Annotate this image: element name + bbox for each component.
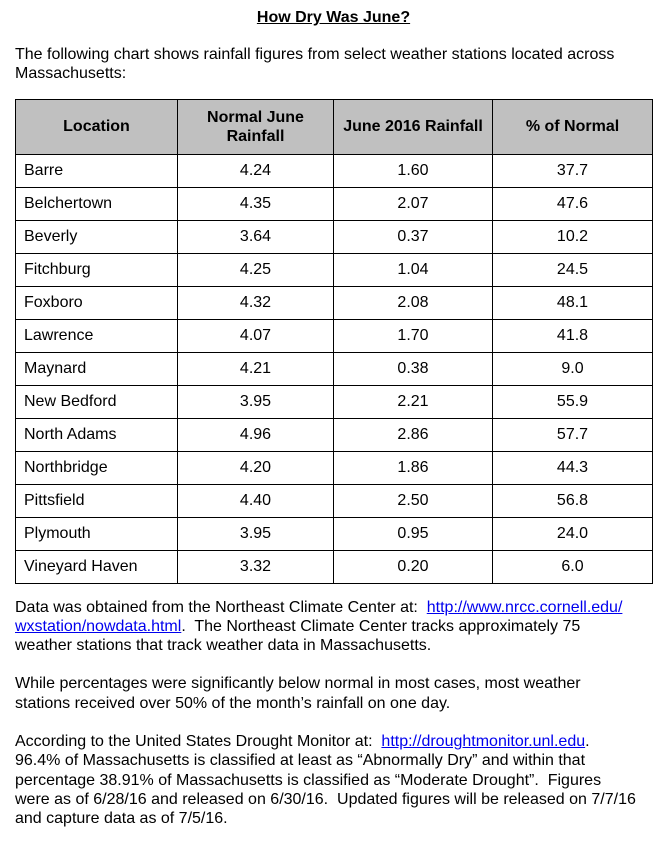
text-run: Data was obtained from the Northeast Climate Center at: (15, 598, 427, 616)
june-2016-rainfall-cell: 0.38 (334, 352, 493, 385)
june-2016-rainfall-cell: 2.07 (334, 187, 493, 220)
location-cell: Beverly (16, 220, 178, 253)
table-body (16, 154, 653, 583)
table-row (16, 517, 653, 550)
june-2016-rainfall-cell: 0.95 (334, 517, 493, 550)
location-cell: Fitchburg (16, 253, 178, 286)
table-row (16, 187, 653, 220)
column-header-location: Location (16, 99, 178, 154)
table-row (16, 418, 653, 451)
location-cell: Barre (16, 154, 178, 187)
page-title: How Dry Was June? (256, 9, 411, 26)
percent-of-normal-cell: 37.7 (493, 154, 653, 187)
nrcc-link[interactable]: http://www.nrcc.cornell.edu/wxstation/nowdata.html (15, 598, 623, 635)
text-run: According to the United States Drought Monitor at: (15, 733, 382, 751)
table-row (16, 220, 653, 253)
normal-june-rainfall-cell: 4.96 (178, 418, 334, 451)
table-row (16, 550, 653, 583)
normal-june-rainfall-cell: 4.35 (178, 187, 334, 220)
location-cell: Foxboro (16, 286, 178, 319)
location-cell: Pittsfield (16, 484, 178, 517)
normal-june-rainfall-cell: 4.25 (178, 253, 334, 286)
table-row (16, 286, 653, 319)
june-2016-rainfall-cell: 1.60 (334, 154, 493, 187)
location-cell: Belchertown (16, 187, 178, 220)
june-2016-rainfall-cell: 2.21 (334, 385, 493, 418)
percent-of-normal-cell: 41.8 (493, 319, 653, 352)
june-2016-rainfall-cell: 2.86 (334, 418, 493, 451)
text-run: . 96.4% of Massachusetts is classified at least as “Abnormally Dry” and within that percentage 38.91% of Massachusetts is classified as “Moderate Drought”. Figures were as of 6/28/16 and released on 6/30/16. Updated figures will be released on 7/7/16 and capture data as of 7/5/16. (15, 733, 636, 828)
june-2016-rainfall-cell: 0.20 (334, 550, 493, 583)
table-row (16, 154, 653, 187)
normal-june-rainfall-cell: 4.40 (178, 484, 334, 517)
rainfall-table (15, 99, 653, 584)
text-run: . The Northeast Climate Center tracks approximately 75 weather stations that track weather data in Massachusetts. (15, 617, 581, 655)
data-source-paragraph (15, 598, 636, 656)
percent-of-normal-cell: 6.0 (493, 550, 653, 583)
column-header-of-normal: % of Normal (493, 99, 653, 154)
june-2016-rainfall-cell: 1.86 (334, 451, 493, 484)
table-row (16, 253, 653, 286)
location-cell: New Bedford (16, 385, 178, 418)
june-2016-rainfall-cell: 2.50 (334, 484, 493, 517)
location-cell: Lawrence (16, 319, 178, 352)
percent-of-normal-cell: 57.7 (493, 418, 653, 451)
percent-of-normal-cell: 24.0 (493, 517, 653, 550)
normal-june-rainfall-cell: 3.64 (178, 220, 334, 253)
body-paragraphs (15, 598, 652, 829)
table-row (16, 451, 653, 484)
percent-of-normal-cell: 55.9 (493, 385, 653, 418)
location-cell: North Adams (16, 418, 178, 451)
percent-of-normal-cell: 9.0 (493, 352, 653, 385)
june-2016-rainfall-cell: 1.70 (334, 319, 493, 352)
table-header-row (16, 99, 653, 154)
location-cell: Maynard (16, 352, 178, 385)
normal-june-rainfall-cell: 3.95 (178, 385, 334, 418)
june-2016-rainfall-cell: 2.08 (334, 286, 493, 319)
percent-of-normal-cell: 10.2 (493, 220, 653, 253)
percent-of-normal-cell: 48.1 (493, 286, 653, 319)
drought-monitor-paragraph (15, 732, 636, 828)
location-cell: Vineyard Haven (16, 550, 178, 583)
june-2016-rainfall-cell: 0.37 (334, 220, 493, 253)
location-cell: Plymouth (16, 517, 178, 550)
table-row (16, 352, 653, 385)
intro-paragraph (15, 45, 636, 84)
text-run: The following chart shows rainfall figures from select weather stations located across Massachusetts: (15, 46, 615, 83)
column-header-normal-june-rainfall: Normal June Rainfall (178, 99, 334, 154)
column-header-june-2016-rainfall: June 2016 Rainfall (334, 99, 493, 154)
one-day-rainfall-paragraph (15, 674, 636, 713)
normal-june-rainfall-cell: 4.07 (178, 319, 334, 352)
table-row (16, 385, 653, 418)
normal-june-rainfall-cell: 4.20 (178, 451, 334, 484)
normal-june-rainfall-cell: 4.21 (178, 352, 334, 385)
drought-monitor-link[interactable]: http://droughtmonitor.unl.edu (381, 733, 586, 751)
percent-of-normal-cell: 24.5 (493, 253, 653, 286)
table-row (16, 484, 653, 517)
percent-of-normal-cell: 44.3 (493, 451, 653, 484)
normal-june-rainfall-cell: 3.95 (178, 517, 334, 550)
percent-of-normal-cell: 56.8 (493, 484, 653, 517)
normal-june-rainfall-cell: 4.32 (178, 286, 334, 319)
location-cell: Northbridge (16, 451, 178, 484)
text-run: While percentages were significantly below normal in most cases, most weather stations received over 50% of the month’s rainfall on one day. (15, 675, 581, 712)
normal-june-rainfall-cell: 4.24 (178, 154, 334, 187)
normal-june-rainfall-cell: 3.32 (178, 550, 334, 583)
percent-of-normal-cell: 47.6 (493, 187, 653, 220)
table-row (16, 319, 653, 352)
june-2016-rainfall-cell: 1.04 (334, 253, 493, 286)
